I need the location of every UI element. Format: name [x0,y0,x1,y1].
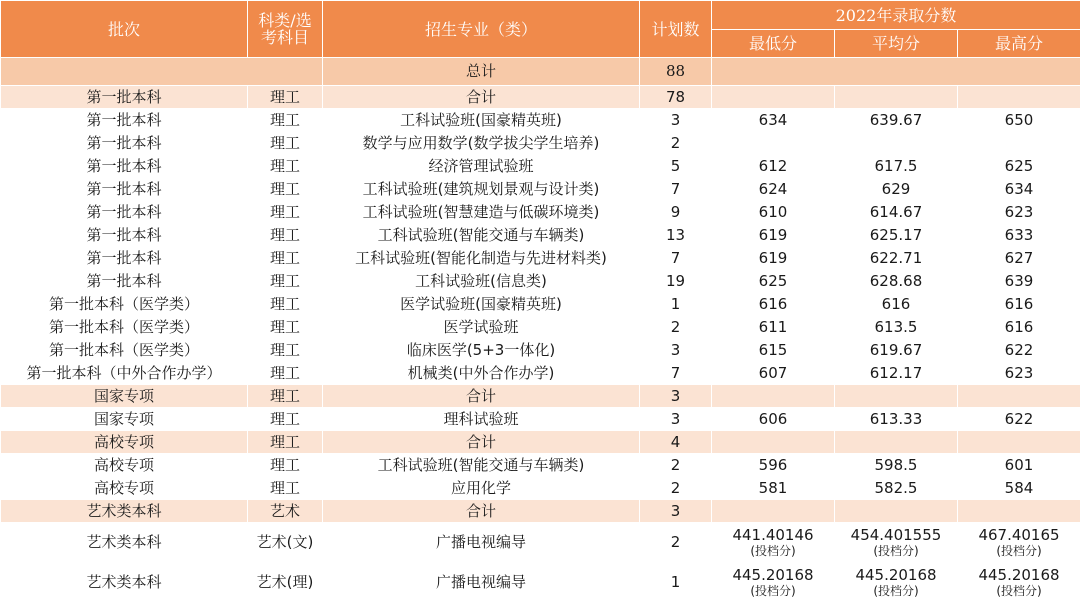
total-label: 总计 [323,58,640,86]
table-row [1,408,1080,431]
cell-avg: 622.71 [835,247,958,270]
cell-min: 606 [712,408,835,431]
cell-major: 医学试验班 [323,316,640,339]
score-value: 445.20168 [978,566,1060,584]
cell-subject: 理工 [248,201,323,224]
cell-plan: 3 [640,408,712,431]
cell-plan: 3 [640,109,712,132]
cell-plan: 2 [640,523,712,563]
score-note: (投档分) [873,544,919,558]
cell-subject: 艺术 [248,500,323,523]
cell-avg: 616 [835,293,958,316]
total-blank [1,58,323,86]
subtotal-row [1,385,1080,408]
cell-major: 合计 [323,86,640,109]
cell-max: 623 [958,362,1080,385]
score-note: (投档分) [750,584,796,598]
cell-major: 机械类(中外合作办学) [323,362,640,385]
cell-subject: 理工 [248,178,323,201]
cell-major: 工科试验班(智慧建造与低碳环境类) [323,201,640,224]
cell-max: 650 [958,109,1080,132]
cell-max: 634 [958,178,1080,201]
cell-avg [835,431,958,454]
cell-plan: 4 [640,431,712,454]
subtotal-row [1,86,1080,109]
table-row [1,132,1080,155]
cell-plan: 7 [640,178,712,201]
table-row [1,155,1080,178]
cell-min: 611 [712,316,835,339]
cell-major: 合计 [323,500,640,523]
score-value: 467.40165 [978,526,1060,544]
table-row [1,523,1080,563]
cell-plan: 3 [640,500,712,523]
score-note: (投档分) [873,584,919,598]
table-row [1,109,1080,132]
cell-batch: 第一批本科（中外合作办学） [1,362,248,385]
cell-batch: 国家专项 [1,385,248,408]
cell-avg [835,132,958,155]
cell-subject: 艺术(理) [248,563,323,603]
cell-max [958,500,1080,523]
cell-batch: 第一批本科 [1,132,248,155]
cell-min: 596 [712,454,835,477]
cell-plan: 1 [640,563,712,603]
cell-max: 639 [958,270,1080,293]
header-batch: 批次 [1,1,248,58]
cell-plan: 19 [640,270,712,293]
cell-batch: 艺术类本科 [1,500,248,523]
cell-subject: 理工 [248,155,323,178]
cell-major: 临床医学(5+3一体化) [323,339,640,362]
cell-batch: 高校专项 [1,431,248,454]
cell-min: 607 [712,362,835,385]
cell-batch: 第一批本科 [1,201,248,224]
cell-batch: 艺术类本科 [1,563,248,603]
cell-plan: 13 [640,224,712,247]
table-row [1,563,1080,603]
cell-major: 医学试验班(国豪精英班) [323,293,640,316]
score-note: (投档分) [750,544,796,558]
cell-min [712,500,835,523]
cell-avg: 629 [835,178,958,201]
score-value: 441.40146 [732,526,814,544]
table-row [1,224,1080,247]
subtotal-row [1,431,1080,454]
header-min: 最低分 [712,30,835,58]
cell-min [712,523,835,563]
cell-batch: 第一批本科 [1,224,248,247]
header-avg: 平均分 [835,30,958,58]
cell-plan: 7 [640,362,712,385]
cell-avg [835,563,958,603]
cell-subject: 理工 [248,339,323,362]
cell-plan: 3 [640,385,712,408]
score-note: (投档分) [996,584,1042,598]
cell-plan: 5 [640,155,712,178]
cell-avg [835,86,958,109]
cell-subject: 艺术(文) [248,523,323,563]
score-value: 445.20168 [855,566,937,584]
cell-avg [835,385,958,408]
cell-max [958,385,1080,408]
cell-avg: 613.5 [835,316,958,339]
cell-batch: 第一批本科 [1,270,248,293]
cell-plan: 2 [640,477,712,500]
cell-batch: 第一批本科 [1,247,248,270]
score-value: 454.401555 [850,526,942,544]
table-row [1,270,1080,293]
cell-avg: 613.33 [835,408,958,431]
cell-batch: 高校专项 [1,477,248,500]
cell-max [958,523,1080,563]
cell-min [712,385,835,408]
cell-avg: 614.67 [835,201,958,224]
cell-major: 广播电视编导 [323,523,640,563]
header-subject-line1: 科类/选 [258,11,312,30]
cell-min: 625 [712,270,835,293]
cell-avg: 619.67 [835,339,958,362]
cell-subject: 理工 [248,454,323,477]
header-subject-line2: 考科目 [260,28,309,47]
cell-avg: 612.17 [835,362,958,385]
cell-avg: 582.5 [835,477,958,500]
cell-min: 581 [712,477,835,500]
table-row [1,454,1080,477]
cell-major: 工科试验班(智能化制造与先进材料类) [323,247,640,270]
cell-batch: 第一批本科（医学类） [1,316,248,339]
table-row [1,362,1080,385]
cell-avg: 625.17 [835,224,958,247]
cell-max: 601 [958,454,1080,477]
cell-max: 633 [958,224,1080,247]
total-score-blank [712,58,1080,86]
cell-min: 634 [712,109,835,132]
cell-batch: 艺术类本科 [1,523,248,563]
cell-subject: 理工 [248,109,323,132]
cell-major: 广播电视编导 [323,563,640,603]
cell-major: 合计 [323,385,640,408]
cell-major: 工科试验班(信息类) [323,270,640,293]
total-row [1,58,1080,86]
cell-subject: 理工 [248,293,323,316]
cell-major: 工科试验班(智能交通与车辆类) [323,454,640,477]
cell-major: 工科试验班(国豪精英班) [323,109,640,132]
cell-max [958,86,1080,109]
cell-avg: 617.5 [835,155,958,178]
cell-min: 615 [712,339,835,362]
cell-plan: 7 [640,247,712,270]
cell-min: 610 [712,201,835,224]
cell-avg [835,523,958,563]
cell-min: 612 [712,155,835,178]
cell-subject: 理工 [248,477,323,500]
cell-subject: 理工 [248,431,323,454]
table-row [1,339,1080,362]
cell-max: 622 [958,408,1080,431]
table-row [1,293,1080,316]
header-score-group: 2022年录取分数 [712,1,1080,30]
cell-max: 616 [958,316,1080,339]
cell-subject: 理工 [248,86,323,109]
cell-batch: 国家专项 [1,408,248,431]
cell-batch: 第一批本科 [1,86,248,109]
cell-plan: 2 [640,454,712,477]
cell-avg [835,500,958,523]
cell-major: 合计 [323,431,640,454]
cell-min: 624 [712,178,835,201]
total-plan: 88 [640,58,712,86]
cell-subject: 理工 [248,224,323,247]
header-max: 最高分 [958,30,1080,58]
score-value: 445.20168 [732,566,814,584]
table-row [1,201,1080,224]
cell-batch: 高校专项 [1,454,248,477]
cell-subject: 理工 [248,362,323,385]
cell-batch: 第一批本科 [1,155,248,178]
cell-subject: 理工 [248,385,323,408]
cell-min: 616 [712,293,835,316]
cell-min [712,563,835,603]
cell-major: 工科试验班(建筑规划景观与设计类) [323,178,640,201]
score-note: (投档分) [996,544,1042,558]
cell-max [958,431,1080,454]
cell-min [712,86,835,109]
cell-subject: 理工 [248,132,323,155]
cell-max: 616 [958,293,1080,316]
cell-plan: 3 [640,339,712,362]
cell-batch: 第一批本科 [1,178,248,201]
cell-batch: 第一批本科 [1,109,248,132]
cell-max: 623 [958,201,1080,224]
table-row [1,247,1080,270]
cell-min [712,431,835,454]
cell-major: 应用化学 [323,477,640,500]
cell-max: 627 [958,247,1080,270]
cell-plan: 78 [640,86,712,109]
cell-avg: 639.67 [835,109,958,132]
subtotal-row [1,500,1080,523]
cell-min: 619 [712,247,835,270]
table-row [1,477,1080,500]
header-subject [248,1,323,58]
cell-subject: 理工 [248,408,323,431]
cell-subject: 理工 [248,316,323,339]
cell-subject: 理工 [248,270,323,293]
cell-subject: 理工 [248,247,323,270]
cell-major: 经济管理试验班 [323,155,640,178]
cell-min: 619 [712,224,835,247]
cell-major: 工科试验班(智能交通与车辆类) [323,224,640,247]
cell-plan: 2 [640,316,712,339]
cell-max: 584 [958,477,1080,500]
cell-avg: 598.5 [835,454,958,477]
cell-batch: 第一批本科（医学类） [1,293,248,316]
cell-plan: 9 [640,201,712,224]
cell-max: 622 [958,339,1080,362]
cell-min [712,132,835,155]
cell-major: 理科试验班 [323,408,640,431]
cell-major: 数学与应用数学(数学拔尖学生培养) [323,132,640,155]
cell-plan: 1 [640,293,712,316]
cell-avg: 628.68 [835,270,958,293]
table-row [1,178,1080,201]
cell-max: 625 [958,155,1080,178]
table-body [1,58,1080,603]
cell-max [958,132,1080,155]
cell-max [958,563,1080,603]
header-major: 招生专业（类） [323,1,640,58]
cell-plan: 2 [640,132,712,155]
cell-batch: 第一批本科（医学类） [1,339,248,362]
table-row [1,316,1080,339]
header-plan: 计划数 [640,1,712,58]
